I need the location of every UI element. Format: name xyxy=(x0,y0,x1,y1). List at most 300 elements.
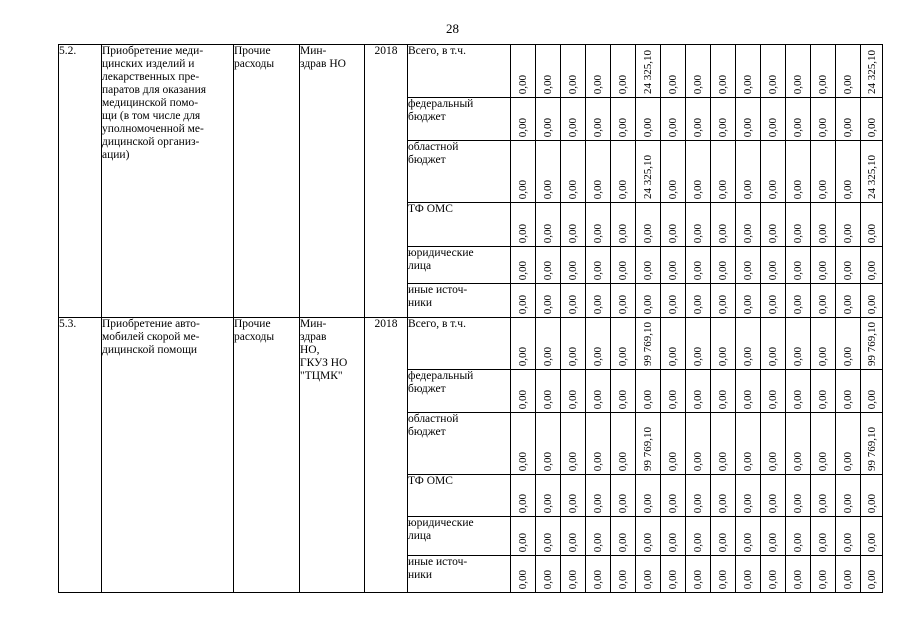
value: 0,00 xyxy=(692,223,704,243)
value-cell xyxy=(861,413,883,475)
value-cell xyxy=(836,247,861,284)
value-cell xyxy=(736,556,761,593)
value-cell xyxy=(511,370,536,413)
value: 0,00 xyxy=(792,569,804,589)
value: 0,00 xyxy=(542,532,554,552)
value-cell xyxy=(736,318,761,370)
value-cell xyxy=(586,247,611,284)
value-cell xyxy=(661,284,686,318)
value-cell xyxy=(761,284,786,318)
value-cell xyxy=(636,141,661,203)
financing-table xyxy=(58,44,883,593)
table-row xyxy=(59,45,883,98)
value-cell xyxy=(611,98,636,141)
value-cell xyxy=(761,203,786,247)
value: 0,00 xyxy=(517,179,529,199)
value: 0,00 xyxy=(717,389,729,409)
value-cell xyxy=(786,141,811,203)
value: 0,00 xyxy=(567,346,579,366)
value: 0,00 xyxy=(667,389,679,409)
value-cell xyxy=(761,556,786,593)
value-cell xyxy=(711,247,736,284)
value: 99 769,10 xyxy=(865,322,878,366)
table-row xyxy=(59,318,883,370)
value-cell xyxy=(536,413,561,475)
value: 0,00 xyxy=(567,74,579,94)
value: 0,00 xyxy=(517,532,529,552)
executor: Мин- здрав НО xyxy=(300,45,365,318)
funding-source: иные источ- ники xyxy=(408,284,511,318)
value: 0,00 xyxy=(667,451,679,471)
value: 0,00 xyxy=(642,569,654,589)
value: 0,00 xyxy=(865,294,878,314)
value: 24 325,10 xyxy=(642,50,654,94)
funding-source: федеральный бюджет xyxy=(408,370,511,413)
value-cell xyxy=(836,98,861,141)
value-cell xyxy=(561,318,586,370)
value: 0,00 xyxy=(542,451,554,471)
value-cell xyxy=(836,475,861,517)
value: 0,00 xyxy=(692,346,704,366)
value: 0,00 xyxy=(642,223,654,243)
value: 0,00 xyxy=(842,451,854,471)
value: 24 325,10 xyxy=(642,155,654,199)
expense-category: Прочие расходы xyxy=(234,45,300,318)
value: 0,00 xyxy=(742,223,754,243)
value: 0,00 xyxy=(542,223,554,243)
value-cell xyxy=(536,517,561,556)
value-cell xyxy=(711,370,736,413)
value: 0,00 xyxy=(667,346,679,366)
value-cell xyxy=(786,318,811,370)
page-number: 28 xyxy=(446,21,459,36)
funding-source: Всего, в т.ч. xyxy=(408,45,511,98)
value: 0,00 xyxy=(767,117,779,137)
value-cell xyxy=(611,556,636,593)
value-cell xyxy=(736,284,761,318)
value: 0,00 xyxy=(592,346,604,366)
value: 0,00 xyxy=(742,451,754,471)
value-cell xyxy=(861,556,883,593)
value: 0,00 xyxy=(742,346,754,366)
value-cell xyxy=(661,45,686,98)
value-cell xyxy=(561,203,586,247)
value-cell xyxy=(786,284,811,318)
value-cell xyxy=(661,370,686,413)
year: 2018 xyxy=(365,318,408,593)
value: 99 769,10 xyxy=(865,427,878,471)
value-cell xyxy=(611,413,636,475)
value: 0,00 xyxy=(817,117,829,137)
value: 0,00 xyxy=(692,532,704,552)
value: 0,00 xyxy=(717,260,729,280)
value: 0,00 xyxy=(767,294,779,314)
value-cell xyxy=(661,517,686,556)
value-cell xyxy=(736,247,761,284)
value: 0,00 xyxy=(567,493,579,513)
value-cell xyxy=(636,413,661,475)
value: 0,00 xyxy=(842,569,854,589)
value-cell xyxy=(761,517,786,556)
value: 0,00 xyxy=(592,223,604,243)
value: 0,00 xyxy=(617,532,629,552)
value-cell xyxy=(761,141,786,203)
value: 0,00 xyxy=(667,74,679,94)
value-cell xyxy=(586,318,611,370)
value: 24 325,10 xyxy=(865,155,878,199)
value-cell xyxy=(511,556,536,593)
value-cell xyxy=(661,475,686,517)
value-cell xyxy=(836,370,861,413)
value-cell xyxy=(611,517,636,556)
expense-category: Прочие расходы xyxy=(234,318,300,593)
value-cell xyxy=(511,247,536,284)
value: 0,00 xyxy=(792,260,804,280)
value-cell xyxy=(811,413,836,475)
value: 0,00 xyxy=(717,569,729,589)
value-cell xyxy=(661,203,686,247)
value-cell xyxy=(811,141,836,203)
value: 0,00 xyxy=(642,532,654,552)
value-cell xyxy=(861,475,883,517)
value: 0,00 xyxy=(617,74,629,94)
value: 0,00 xyxy=(567,532,579,552)
value-cell xyxy=(786,413,811,475)
value: 0,00 xyxy=(742,260,754,280)
value-cell xyxy=(736,45,761,98)
value-cell xyxy=(536,556,561,593)
value: 0,00 xyxy=(517,260,529,280)
value-cell xyxy=(761,475,786,517)
value-cell xyxy=(861,98,883,141)
value: 0,00 xyxy=(592,179,604,199)
value: 0,00 xyxy=(792,179,804,199)
value-cell xyxy=(536,141,561,203)
value: 0,00 xyxy=(517,451,529,471)
value-cell xyxy=(636,45,661,98)
value-cell xyxy=(836,203,861,247)
value-cell xyxy=(811,284,836,318)
value-cell xyxy=(586,98,611,141)
value: 0,00 xyxy=(817,389,829,409)
value-cell xyxy=(836,318,861,370)
value-cell xyxy=(611,318,636,370)
value-cell xyxy=(561,475,586,517)
value: 0,00 xyxy=(667,179,679,199)
value: 0,00 xyxy=(692,179,704,199)
value: 0,00 xyxy=(567,294,579,314)
value: 0,00 xyxy=(792,389,804,409)
value-cell xyxy=(511,203,536,247)
value-cell xyxy=(586,284,611,318)
value: 0,00 xyxy=(842,74,854,94)
value-cell xyxy=(611,45,636,98)
value-cell xyxy=(561,247,586,284)
value: 0,00 xyxy=(692,117,704,137)
value: 0,00 xyxy=(667,532,679,552)
value-cell xyxy=(511,141,536,203)
value-cell xyxy=(861,318,883,370)
value: 0,00 xyxy=(592,493,604,513)
value: 0,00 xyxy=(865,493,878,513)
value-cell xyxy=(511,98,536,141)
value-cell xyxy=(661,318,686,370)
value-cell xyxy=(786,370,811,413)
value-cell xyxy=(761,247,786,284)
value-cell xyxy=(861,45,883,98)
value-cell xyxy=(586,45,611,98)
value-cell xyxy=(686,517,711,556)
value: 0,00 xyxy=(767,74,779,94)
value: 0,00 xyxy=(717,451,729,471)
value: 0,00 xyxy=(542,493,554,513)
value-cell xyxy=(786,556,811,593)
value-cell xyxy=(661,141,686,203)
value: 0,00 xyxy=(817,294,829,314)
value: 0,00 xyxy=(767,260,779,280)
value: 0,00 xyxy=(842,223,854,243)
value-cell xyxy=(736,517,761,556)
value-cell xyxy=(561,141,586,203)
value: 0,00 xyxy=(817,223,829,243)
value: 0,00 xyxy=(792,532,804,552)
value: 0,00 xyxy=(517,117,529,137)
value: 0,00 xyxy=(792,294,804,314)
value: 0,00 xyxy=(692,493,704,513)
measure-title: Приобретение меди- цинских изделий и лекарственных пре- паратов для оказания медицинской помо- щи (в том числе для уполномоченной ме- дицинской организ- ации) xyxy=(102,45,234,318)
value-cell xyxy=(511,318,536,370)
value-cell xyxy=(861,284,883,318)
value: 0,00 xyxy=(842,389,854,409)
value-cell xyxy=(586,556,611,593)
value-cell xyxy=(786,475,811,517)
value-cell xyxy=(586,370,611,413)
value: 0,00 xyxy=(517,569,529,589)
value-cell xyxy=(636,318,661,370)
value-cell xyxy=(811,556,836,593)
value: 0,00 xyxy=(767,532,779,552)
year: 2018 xyxy=(365,45,408,318)
value: 0,00 xyxy=(667,260,679,280)
value: 0,00 xyxy=(642,493,654,513)
value-cell xyxy=(836,45,861,98)
value-cell xyxy=(711,556,736,593)
value: 0,00 xyxy=(865,389,878,409)
value-cell xyxy=(736,98,761,141)
value-cell xyxy=(711,141,736,203)
value-cell xyxy=(561,556,586,593)
funding-source: федеральный бюджет xyxy=(408,98,511,141)
value-cell xyxy=(736,203,761,247)
value: 0,00 xyxy=(817,346,829,366)
value-cell xyxy=(611,475,636,517)
value: 99 769,10 xyxy=(642,322,654,366)
value: 0,00 xyxy=(567,179,579,199)
value-cell xyxy=(861,203,883,247)
value: 0,00 xyxy=(642,260,654,280)
value-cell xyxy=(561,45,586,98)
value-cell xyxy=(561,284,586,318)
value-cell xyxy=(711,284,736,318)
value: 0,00 xyxy=(542,569,554,589)
value: 0,00 xyxy=(617,294,629,314)
value: 0,00 xyxy=(592,74,604,94)
value: 0,00 xyxy=(592,569,604,589)
value-cell xyxy=(811,98,836,141)
value: 0,00 xyxy=(742,389,754,409)
value-cell xyxy=(761,413,786,475)
value-cell xyxy=(511,475,536,517)
value: 0,00 xyxy=(767,223,779,243)
value: 0,00 xyxy=(542,260,554,280)
value: 0,00 xyxy=(717,294,729,314)
value: 0,00 xyxy=(567,260,579,280)
value: 0,00 xyxy=(792,223,804,243)
value: 0,00 xyxy=(792,117,804,137)
value: 0,00 xyxy=(567,569,579,589)
value: 0,00 xyxy=(692,451,704,471)
value-cell xyxy=(686,475,711,517)
value-cell xyxy=(586,413,611,475)
value-cell xyxy=(536,45,561,98)
value: 0,00 xyxy=(717,493,729,513)
value-cell xyxy=(636,556,661,593)
value: 0,00 xyxy=(817,74,829,94)
value: 0,00 xyxy=(842,532,854,552)
value-cell xyxy=(861,141,883,203)
value-cell xyxy=(686,45,711,98)
value: 0,00 xyxy=(667,117,679,137)
value-cell xyxy=(536,318,561,370)
value: 0,00 xyxy=(742,74,754,94)
value: 0,00 xyxy=(617,117,629,137)
value-cell xyxy=(661,556,686,593)
value-cell xyxy=(561,517,586,556)
funding-source: ТФ ОМС xyxy=(408,203,511,247)
value-cell xyxy=(686,318,711,370)
value: 0,00 xyxy=(865,569,878,589)
value-cell xyxy=(786,203,811,247)
value-cell xyxy=(761,318,786,370)
value-cell xyxy=(686,370,711,413)
value: 0,00 xyxy=(617,179,629,199)
value: 0,00 xyxy=(542,389,554,409)
value-cell xyxy=(561,98,586,141)
value: 0,00 xyxy=(517,74,529,94)
value: 0,00 xyxy=(792,493,804,513)
value: 0,00 xyxy=(542,117,554,137)
value-cell xyxy=(811,247,836,284)
value: 0,00 xyxy=(517,389,529,409)
funding-source: юридические лица xyxy=(408,247,511,284)
value-cell xyxy=(586,517,611,556)
value-cell xyxy=(611,141,636,203)
value: 0,00 xyxy=(717,223,729,243)
value: 0,00 xyxy=(517,294,529,314)
value-cell xyxy=(786,45,811,98)
value: 0,00 xyxy=(792,451,804,471)
value: 0,00 xyxy=(792,346,804,366)
value: 99 769,10 xyxy=(642,427,654,471)
value-cell xyxy=(636,475,661,517)
value: 0,00 xyxy=(617,569,629,589)
value-cell xyxy=(736,475,761,517)
value-cell xyxy=(711,475,736,517)
value-cell xyxy=(661,413,686,475)
value: 0,00 xyxy=(717,532,729,552)
value-cell xyxy=(586,141,611,203)
value-cell xyxy=(661,247,686,284)
value-cell xyxy=(586,203,611,247)
value: 0,00 xyxy=(865,223,878,243)
value: 0,00 xyxy=(742,493,754,513)
value-cell xyxy=(761,98,786,141)
value-cell xyxy=(761,45,786,98)
value-cell xyxy=(536,284,561,318)
funding-source: областной бюджет xyxy=(408,141,511,203)
value: 0,00 xyxy=(667,569,679,589)
funding-source: областной бюджет xyxy=(408,413,511,475)
value: 0,00 xyxy=(717,74,729,94)
value: 0,00 xyxy=(842,117,854,137)
value-cell xyxy=(511,284,536,318)
value-cell xyxy=(686,203,711,247)
value-cell xyxy=(786,517,811,556)
value: 0,00 xyxy=(592,389,604,409)
value-cell xyxy=(636,247,661,284)
value-cell xyxy=(711,203,736,247)
value-cell xyxy=(536,475,561,517)
value: 0,00 xyxy=(517,346,529,366)
value: 0,00 xyxy=(667,294,679,314)
section-number: 5.2. xyxy=(59,45,102,318)
value: 0,00 xyxy=(817,179,829,199)
value: 0,00 xyxy=(567,389,579,409)
value-cell xyxy=(686,98,711,141)
value-cell xyxy=(861,247,883,284)
value: 0,00 xyxy=(817,451,829,471)
value: 0,00 xyxy=(567,223,579,243)
value-cell xyxy=(811,203,836,247)
value-cell xyxy=(611,203,636,247)
value: 0,00 xyxy=(592,294,604,314)
value: 0,00 xyxy=(842,260,854,280)
value: 0,00 xyxy=(742,569,754,589)
value-cell xyxy=(811,45,836,98)
executor: Мин- здрав НО, ГКУЗ НО "ТЦМК" xyxy=(300,318,365,593)
value-cell xyxy=(711,517,736,556)
value-cell xyxy=(686,556,711,593)
value: 0,00 xyxy=(865,260,878,280)
value-cell xyxy=(861,370,883,413)
measure-title: Приобретение авто- мобилей скорой ме- дицинской помощи xyxy=(102,318,234,593)
value-cell xyxy=(736,141,761,203)
value: 0,00 xyxy=(767,389,779,409)
value: 0,00 xyxy=(717,117,729,137)
value-cell xyxy=(686,413,711,475)
value: 0,00 xyxy=(542,294,554,314)
value-cell xyxy=(811,370,836,413)
value-cell xyxy=(511,45,536,98)
value: 0,00 xyxy=(617,389,629,409)
value: 0,00 xyxy=(817,493,829,513)
value-cell xyxy=(636,203,661,247)
value: 0,00 xyxy=(642,389,654,409)
value: 0,00 xyxy=(692,74,704,94)
value: 0,00 xyxy=(817,260,829,280)
value-cell xyxy=(836,284,861,318)
value: 0,00 xyxy=(767,179,779,199)
